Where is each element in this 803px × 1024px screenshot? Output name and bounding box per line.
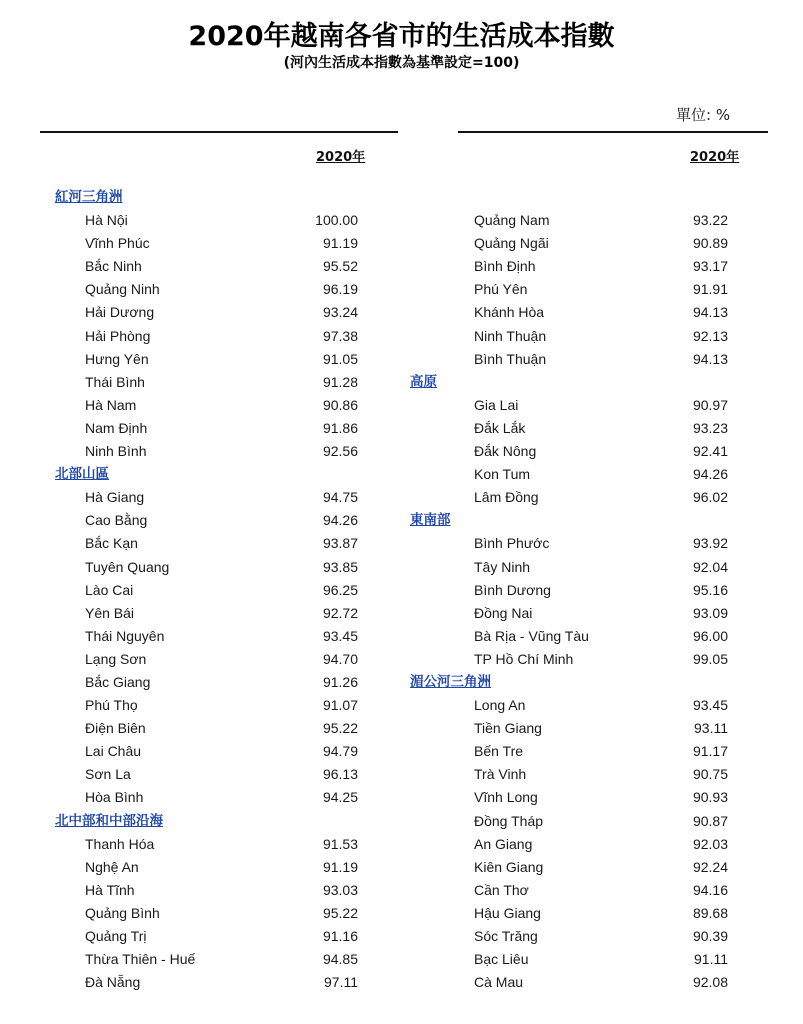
table-row bbox=[55, 925, 395, 948]
table-row bbox=[55, 648, 395, 671]
index-value: 89.68 bbox=[692, 904, 728, 921]
table-row bbox=[55, 556, 395, 579]
index-value: 94.16 bbox=[692, 881, 728, 898]
index-value: 93.85 bbox=[322, 558, 358, 575]
table-row bbox=[410, 625, 765, 648]
province-name: Hải Dương bbox=[85, 304, 155, 321]
table-row bbox=[410, 740, 765, 763]
index-value: 93.22 bbox=[692, 212, 728, 229]
province-name: Thanh Hóa bbox=[85, 835, 155, 852]
province-name: Bến Tre bbox=[474, 743, 524, 760]
table-row bbox=[410, 394, 765, 417]
index-value: 97.11 bbox=[324, 974, 358, 991]
table-row bbox=[55, 763, 395, 786]
table-row bbox=[55, 348, 395, 371]
province-name: Bắc Kạn bbox=[85, 535, 138, 552]
left-data-column bbox=[55, 186, 395, 994]
page-subtitle: (河內生活成本指數為基準設定=100) bbox=[283, 55, 520, 71]
province-name: Hậu Giang bbox=[474, 904, 541, 921]
table-row bbox=[410, 440, 765, 463]
table-row bbox=[410, 417, 765, 440]
table-row bbox=[410, 925, 765, 948]
province-name: Hà Tĩnh bbox=[85, 881, 135, 898]
index-value: 93.09 bbox=[692, 604, 728, 621]
province-name: Quảng Bình bbox=[85, 904, 160, 921]
province-name: Thừa Thiên - Huế bbox=[85, 951, 196, 968]
province-name: Quảng Ngãi bbox=[474, 235, 549, 252]
index-value: 91.53 bbox=[322, 835, 358, 852]
province-name: Bình Dương bbox=[474, 581, 551, 598]
table-row bbox=[410, 463, 765, 486]
table-row bbox=[410, 856, 765, 879]
index-value: 92.24 bbox=[692, 858, 728, 875]
index-value: 95.22 bbox=[322, 904, 358, 921]
province-name: Khánh Hòa bbox=[474, 304, 545, 321]
province-name: Thái Nguyên bbox=[85, 627, 165, 644]
province-name: Ninh Bình bbox=[85, 443, 147, 460]
table-row bbox=[410, 602, 765, 625]
province-name: Hà Nam bbox=[85, 396, 137, 413]
index-value: 95.22 bbox=[322, 720, 358, 737]
index-value: 96.02 bbox=[692, 489, 728, 506]
table-row bbox=[410, 833, 765, 856]
region-heading: 北部山區 bbox=[55, 466, 109, 483]
table-row bbox=[410, 556, 765, 579]
index-value: 93.24 bbox=[322, 304, 358, 321]
index-value: 91.91 bbox=[692, 281, 728, 298]
province-name: Đắk Lắk bbox=[474, 419, 526, 436]
index-value: 99.05 bbox=[692, 650, 728, 667]
province-name: Lâm Đồng bbox=[474, 489, 539, 506]
region-heading: 北中部和中部沿海 bbox=[55, 812, 163, 829]
province-name: Kon Tum bbox=[474, 466, 531, 483]
index-value: 100.00 bbox=[315, 212, 358, 229]
table-row bbox=[410, 532, 765, 555]
region-heading: 紅河三角洲 bbox=[55, 189, 123, 205]
index-value: 92.41 bbox=[692, 443, 728, 460]
province-name: Hà Nội bbox=[85, 212, 128, 229]
province-name: Bắc Giang bbox=[85, 673, 151, 690]
index-value: 91.28 bbox=[322, 373, 358, 390]
table-row bbox=[55, 833, 395, 856]
index-value: 91.07 bbox=[322, 697, 358, 714]
province-name: Quảng Ninh bbox=[85, 281, 160, 298]
province-name: Bạc Liêu bbox=[474, 951, 529, 968]
index-value: 94.25 bbox=[322, 789, 358, 806]
index-value: 94.13 bbox=[692, 350, 728, 367]
table-row bbox=[55, 232, 395, 255]
index-value: 94.79 bbox=[322, 743, 358, 760]
index-value: 93.92 bbox=[692, 535, 728, 552]
page-title: 2020年越南各省市的生活成本指數 bbox=[188, 21, 615, 52]
index-value: 92.03 bbox=[692, 835, 728, 852]
table-row bbox=[410, 579, 765, 602]
table-row bbox=[55, 394, 395, 417]
index-value: 94.13 bbox=[692, 304, 728, 321]
table-row bbox=[410, 348, 765, 371]
index-value: 94.85 bbox=[322, 951, 358, 968]
index-value: 91.11 bbox=[694, 951, 728, 968]
region-heading: 高原 bbox=[410, 373, 437, 390]
table-row bbox=[410, 301, 765, 324]
index-value: 91.05 bbox=[322, 350, 358, 367]
table-row bbox=[55, 486, 395, 509]
province-name: Hòa Bình bbox=[85, 789, 144, 806]
table-row bbox=[55, 209, 395, 232]
table-row bbox=[410, 209, 765, 232]
index-value: 90.93 bbox=[692, 789, 728, 806]
province-name: Cà Mau bbox=[474, 974, 524, 991]
table-row bbox=[55, 532, 395, 555]
right-column-header: 2020年 bbox=[690, 150, 740, 165]
table-row bbox=[55, 301, 395, 324]
province-name: Đồng Nai bbox=[474, 604, 533, 621]
index-value: 96.19 bbox=[322, 281, 358, 298]
province-name: Thái Bình bbox=[85, 373, 145, 390]
province-name: Nam Định bbox=[85, 419, 148, 436]
table-row bbox=[55, 856, 395, 879]
table-row bbox=[55, 371, 395, 394]
table-row bbox=[410, 694, 765, 717]
index-value: 96.00 bbox=[692, 627, 728, 644]
index-value: 90.87 bbox=[692, 812, 728, 829]
province-name: Phú Yên bbox=[474, 281, 528, 298]
table-row bbox=[410, 902, 765, 925]
province-name: Lạng Sơn bbox=[85, 650, 147, 667]
province-name: Long An bbox=[474, 697, 526, 714]
index-value: 90.86 bbox=[322, 396, 358, 413]
province-name: Tuyên Quang bbox=[85, 558, 170, 575]
index-value: 94.75 bbox=[322, 489, 358, 506]
table-row bbox=[410, 717, 765, 740]
region-heading: 東南部 bbox=[410, 512, 451, 529]
index-value: 95.16 bbox=[692, 581, 728, 598]
province-name: Bắc Ninh bbox=[85, 258, 142, 275]
table-row bbox=[410, 763, 765, 786]
table-row bbox=[410, 278, 765, 301]
table-row bbox=[55, 255, 395, 278]
index-value: 91.19 bbox=[322, 235, 358, 252]
index-value: 94.26 bbox=[322, 512, 358, 529]
index-value: 94.26 bbox=[692, 466, 728, 483]
index-value: 90.89 bbox=[692, 235, 728, 252]
table-row bbox=[55, 509, 395, 532]
province-name: Lào Cai bbox=[85, 581, 134, 598]
index-value: 94.70 bbox=[322, 650, 358, 667]
table-row bbox=[55, 278, 395, 301]
table-row bbox=[410, 232, 765, 255]
index-value: 93.45 bbox=[692, 697, 728, 714]
table-row bbox=[55, 902, 395, 925]
table-row bbox=[410, 786, 765, 809]
table-row bbox=[55, 579, 395, 602]
table-row bbox=[55, 740, 395, 763]
province-name: Kiên Giang bbox=[474, 858, 544, 875]
province-name: Vĩnh Long bbox=[474, 789, 538, 806]
right-top-rule bbox=[458, 131, 768, 133]
province-name: Cao Bằng bbox=[85, 512, 148, 529]
index-value: 90.39 bbox=[692, 928, 728, 944]
index-value: 93.23 bbox=[692, 419, 728, 436]
province-name: Tây Ninh bbox=[474, 558, 531, 575]
table-row bbox=[55, 417, 395, 440]
province-name: TP Hồ Chí Minh bbox=[474, 650, 574, 667]
province-name: Điện Biên bbox=[85, 720, 146, 737]
province-name: Đồng Tháp bbox=[474, 812, 544, 829]
table-row bbox=[410, 486, 765, 509]
table-row bbox=[55, 325, 395, 348]
province-name: Quảng Trị bbox=[85, 928, 147, 944]
province-name: Nghệ An bbox=[85, 858, 139, 875]
table-row bbox=[55, 671, 395, 694]
index-value: 95.52 bbox=[322, 258, 358, 275]
index-value: 92.56 bbox=[322, 443, 358, 460]
index-value: 93.87 bbox=[322, 535, 358, 552]
province-name: Lai Châu bbox=[85, 743, 142, 760]
table-row bbox=[410, 648, 765, 671]
unit-label: 單位: % bbox=[676, 106, 731, 124]
table-row bbox=[410, 255, 765, 278]
index-value: 91.26 bbox=[322, 673, 358, 690]
province-name: Ninh Thuận bbox=[474, 327, 547, 344]
province-name: Sóc Trăng bbox=[474, 928, 538, 944]
table-row bbox=[410, 971, 765, 994]
province-name: Hưng Yên bbox=[85, 350, 149, 367]
table-row bbox=[410, 879, 765, 902]
province-name: Bình Thuận bbox=[474, 350, 547, 367]
province-name: Gia Lai bbox=[474, 396, 519, 413]
index-value: 91.16 bbox=[322, 928, 358, 944]
left-top-rule bbox=[40, 131, 398, 133]
province-name: Trà Vinh bbox=[474, 766, 527, 783]
index-value: 91.17 bbox=[692, 743, 728, 760]
index-value: 93.03 bbox=[322, 881, 358, 898]
index-value: 92.13 bbox=[692, 327, 728, 344]
province-name: Bà Rịa - Vũng Tàu bbox=[474, 627, 589, 644]
right-data-column bbox=[410, 186, 765, 994]
table-row bbox=[55, 625, 395, 648]
table-row bbox=[55, 948, 395, 971]
table-row bbox=[410, 810, 765, 833]
index-value: 90.97 bbox=[692, 396, 728, 413]
index-value: 92.72 bbox=[322, 604, 358, 621]
index-value: 91.86 bbox=[322, 419, 358, 436]
left-column-header: 2020年 bbox=[316, 150, 366, 165]
province-name: An Giang bbox=[474, 835, 533, 852]
table-row bbox=[55, 971, 395, 994]
province-name: Bình Phước bbox=[474, 535, 550, 552]
table-row bbox=[55, 694, 395, 717]
province-name: Phú Thọ bbox=[85, 697, 138, 714]
province-name: Đà Nẵng bbox=[85, 974, 141, 991]
index-value: 93.11 bbox=[694, 720, 728, 737]
index-value: 92.08 bbox=[692, 974, 728, 991]
index-value: 93.17 bbox=[692, 258, 728, 275]
table-row bbox=[55, 786, 395, 809]
index-value: 92.04 bbox=[692, 558, 728, 575]
index-value: 96.13 bbox=[322, 766, 358, 783]
index-value: 91.19 bbox=[322, 858, 358, 875]
table-row bbox=[55, 717, 395, 740]
province-name: Hà Giang bbox=[85, 489, 145, 506]
index-value: 93.45 bbox=[322, 627, 358, 644]
table-row bbox=[410, 325, 765, 348]
region-heading: 湄公河三角洲 bbox=[410, 673, 491, 690]
table-row bbox=[55, 440, 395, 463]
province-name: Sơn La bbox=[85, 766, 131, 783]
province-name: Bình Định bbox=[474, 258, 536, 275]
province-name: Tiền Giang bbox=[474, 720, 542, 737]
table-row bbox=[55, 602, 395, 625]
province-name: Đắk Nông bbox=[474, 443, 537, 460]
table-row bbox=[55, 879, 395, 902]
province-name: Vĩnh Phúc bbox=[85, 235, 150, 252]
province-name: Yên Bái bbox=[85, 604, 135, 621]
province-name: Quảng Nam bbox=[474, 212, 550, 229]
table-row bbox=[410, 948, 765, 971]
index-value: 97.38 bbox=[322, 327, 358, 344]
index-value: 90.75 bbox=[692, 766, 728, 783]
province-name: Hải Phòng bbox=[85, 327, 151, 344]
province-name: Cần Thơ bbox=[474, 881, 529, 898]
index-value: 96.25 bbox=[322, 581, 358, 598]
table-row bbox=[410, 186, 765, 209]
